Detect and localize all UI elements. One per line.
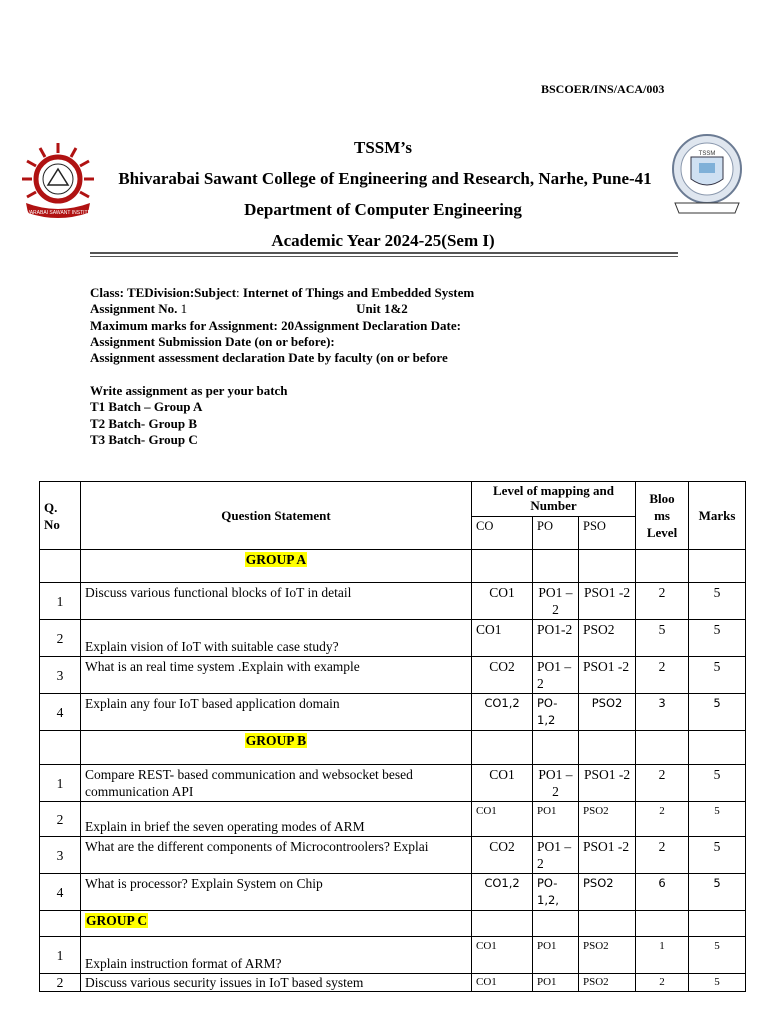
- table-cell: CO2: [472, 657, 533, 694]
- table-row: [40, 620, 746, 657]
- table-row: [40, 657, 746, 694]
- table-cell: PSO2: [579, 874, 636, 911]
- empty-cell: [40, 911, 81, 937]
- group-c-label: GROUP C: [86, 913, 148, 928]
- group-a-label: GROUP A: [245, 552, 307, 567]
- empty-cell: [579, 731, 636, 765]
- table-cell: PSO1 -2: [579, 583, 636, 620]
- empty-cell: [533, 911, 579, 937]
- table-cell: 1: [40, 765, 81, 802]
- table-cell: What are the different components of Microcontroolers? Explai: [81, 837, 472, 874]
- table-cell: CO1: [472, 765, 533, 802]
- empty-cell: [689, 731, 746, 765]
- table-cell: Explain any four IoT based application domain: [81, 694, 472, 731]
- table-cell: PSO2: [579, 802, 636, 837]
- empty-cell: [81, 911, 472, 937]
- college-logo-left: [18, 141, 98, 223]
- table-cell: Explain in brief the seven operating modes of ARM: [81, 802, 472, 837]
- table-cell: Explain vision of IoT with suitable case study?: [81, 620, 472, 657]
- empty-cell: [579, 911, 636, 937]
- table-cell: PO1: [533, 802, 579, 837]
- assessment-date-line: Assignment assessment declaration Date by faculty (on or before: [90, 350, 448, 366]
- empty-cell: [533, 731, 579, 765]
- class-line: Class: TEDivision:Subject: Internet of Things and Embedded System: [90, 285, 475, 300]
- table-cell: What is an real time system .Explain with example: [81, 657, 472, 694]
- empty-cell: [636, 911, 689, 937]
- logo-left-text: BHIVARABAI SAWANT INSTITUTE: [18, 210, 98, 216]
- empty-cell: [81, 731, 472, 765]
- group-row-c: [40, 911, 746, 937]
- table-cell: 1: [636, 937, 689, 974]
- table-cell: 5: [689, 694, 746, 731]
- document-code: BSCOER/INS/ACA/003: [541, 82, 665, 96]
- header-qno: Q. No: [40, 482, 81, 550]
- empty-cell: [689, 911, 746, 937]
- table-cell: CO1: [472, 937, 533, 974]
- header-marks: Marks: [689, 482, 746, 550]
- batch-instruction: Write assignment as per your batch: [90, 383, 288, 398]
- table-cell: PSO1 -2: [579, 765, 636, 802]
- submission-date-line: Assignment Submission Date (on or before):: [90, 333, 335, 349]
- table-cell: 5: [689, 583, 746, 620]
- table-cell: PO1 –2: [533, 765, 579, 802]
- table-row: [40, 583, 746, 620]
- org-name: TSSM’s: [354, 138, 412, 157]
- table-cell: Discuss various security issues in IoT based system: [81, 974, 472, 992]
- table-cell: 3: [636, 694, 689, 731]
- batch-instructions: [90, 383, 288, 448]
- table-cell: 5: [689, 802, 746, 837]
- table-cell: 5: [689, 657, 746, 694]
- table-cell: CO1,2: [472, 694, 533, 731]
- table-cell: 5: [689, 937, 746, 974]
- table-cell: 5: [689, 837, 746, 874]
- table-cell: CO1: [472, 974, 533, 992]
- table-cell: Compare REST- based communication and websocket besed communication API: [81, 765, 472, 802]
- batch-t1: T1 Batch – Group A: [90, 399, 203, 415]
- table-cell: PO1 –2: [533, 657, 579, 694]
- table-cell: What is processor? Explain System on Chip: [81, 874, 472, 911]
- table-row: [40, 765, 746, 802]
- table-cell: PSO1 -2: [579, 657, 636, 694]
- academic-year: Academic Year 2024-25(Sem I): [271, 231, 495, 250]
- question-table: [39, 481, 746, 992]
- table-cell: PO1: [533, 974, 579, 992]
- table-cell: 5: [689, 874, 746, 911]
- table-cell: 5: [689, 765, 746, 802]
- header-blooms: Bloo ms Level: [636, 482, 689, 550]
- table-cell: 2: [40, 802, 81, 837]
- table-cell: 3: [40, 657, 81, 694]
- table-cell: PO1 –2: [533, 837, 579, 874]
- group-row-a: [40, 550, 746, 583]
- assignment-info: [90, 285, 474, 366]
- table-cell: 6: [636, 874, 689, 911]
- empty-cell: [689, 550, 746, 583]
- table-cell: 2: [636, 974, 689, 992]
- assignment-no-line: Assignment No. 1 Unit 1&2: [90, 301, 408, 317]
- table-cell: 5: [689, 620, 746, 657]
- group-row-b: [40, 731, 746, 765]
- table-cell: Explain instruction format of ARM?: [81, 937, 472, 974]
- table-row: [40, 974, 746, 992]
- header-divider-thin: [90, 256, 678, 257]
- table-cell: PSO2: [579, 937, 636, 974]
- empty-cell: [472, 911, 533, 937]
- table-cell: PO1 –2: [533, 583, 579, 620]
- table-cell: 2: [636, 765, 689, 802]
- max-marks-line: Maximum marks for Assignment: 20Assignment Declaration Date:: [90, 317, 461, 333]
- table-cell: 4: [40, 874, 81, 911]
- empty-cell: [579, 550, 636, 583]
- table-row: [40, 837, 746, 874]
- table-cell: Discuss various functional blocks of IoT in detail: [81, 583, 472, 620]
- empty-cell: [40, 550, 81, 583]
- table-cell: PO-1,2: [533, 694, 579, 731]
- empty-cell: [636, 731, 689, 765]
- empty-cell: [636, 550, 689, 583]
- table-cell: 5: [689, 974, 746, 992]
- header-po: PO: [533, 517, 579, 550]
- empty-cell: [472, 731, 533, 765]
- batch-t3: T3 Batch- Group C: [90, 431, 198, 447]
- table-cell: CO1: [472, 583, 533, 620]
- group-b-label: GROUP B: [245, 733, 307, 748]
- empty-cell: [533, 550, 579, 583]
- table-cell: CO1: [472, 620, 533, 657]
- college-name: Bhivarabai Sawant College of Engineering and Research, Narhe, Pune-41: [118, 169, 652, 188]
- table-row: [40, 937, 746, 974]
- table-cell: PSO1 -2: [579, 837, 636, 874]
- empty-cell: [472, 550, 533, 583]
- department-name: Department of Computer Engineering: [244, 200, 522, 219]
- empty-cell: [81, 550, 472, 583]
- table-cell: PSO2: [579, 620, 636, 657]
- table-row: [40, 694, 746, 731]
- table-cell: 2: [40, 974, 81, 992]
- header-pso: PSO: [579, 517, 636, 550]
- table-cell: 2: [636, 657, 689, 694]
- table-cell: CO1,2: [472, 874, 533, 911]
- table-cell: PO1-2: [533, 620, 579, 657]
- header-statement: Question Statement: [81, 482, 472, 550]
- table-cell: 2: [40, 620, 81, 657]
- table-cell: CO1: [472, 802, 533, 837]
- table-cell: 4: [40, 694, 81, 731]
- table-cell: PO-1,2,: [533, 874, 579, 911]
- logo-right-text: TSSM: [698, 151, 716, 157]
- table-row: [40, 874, 746, 911]
- table-row: [40, 802, 746, 837]
- table-cell: 1: [40, 583, 81, 620]
- header-co: CO: [472, 517, 533, 550]
- table-cell: 2: [636, 802, 689, 837]
- table-cell: 1: [40, 937, 81, 974]
- batch-t2: T2 Batch- Group B: [90, 415, 198, 431]
- table-cell: 3: [40, 837, 81, 874]
- table-cell: PO1: [533, 937, 579, 974]
- empty-cell: [40, 731, 81, 765]
- college-logo-right: [669, 133, 745, 217]
- table-cell: CO2: [472, 837, 533, 874]
- header-divider: [90, 252, 678, 254]
- header-level: Level of mapping and Number: [472, 482, 636, 517]
- table-cell: 2: [636, 583, 689, 620]
- table-cell: PSO2: [579, 974, 636, 992]
- table-cell: PSO2: [579, 694, 636, 731]
- table-cell: 2: [636, 837, 689, 874]
- table-cell: 5: [636, 620, 689, 657]
